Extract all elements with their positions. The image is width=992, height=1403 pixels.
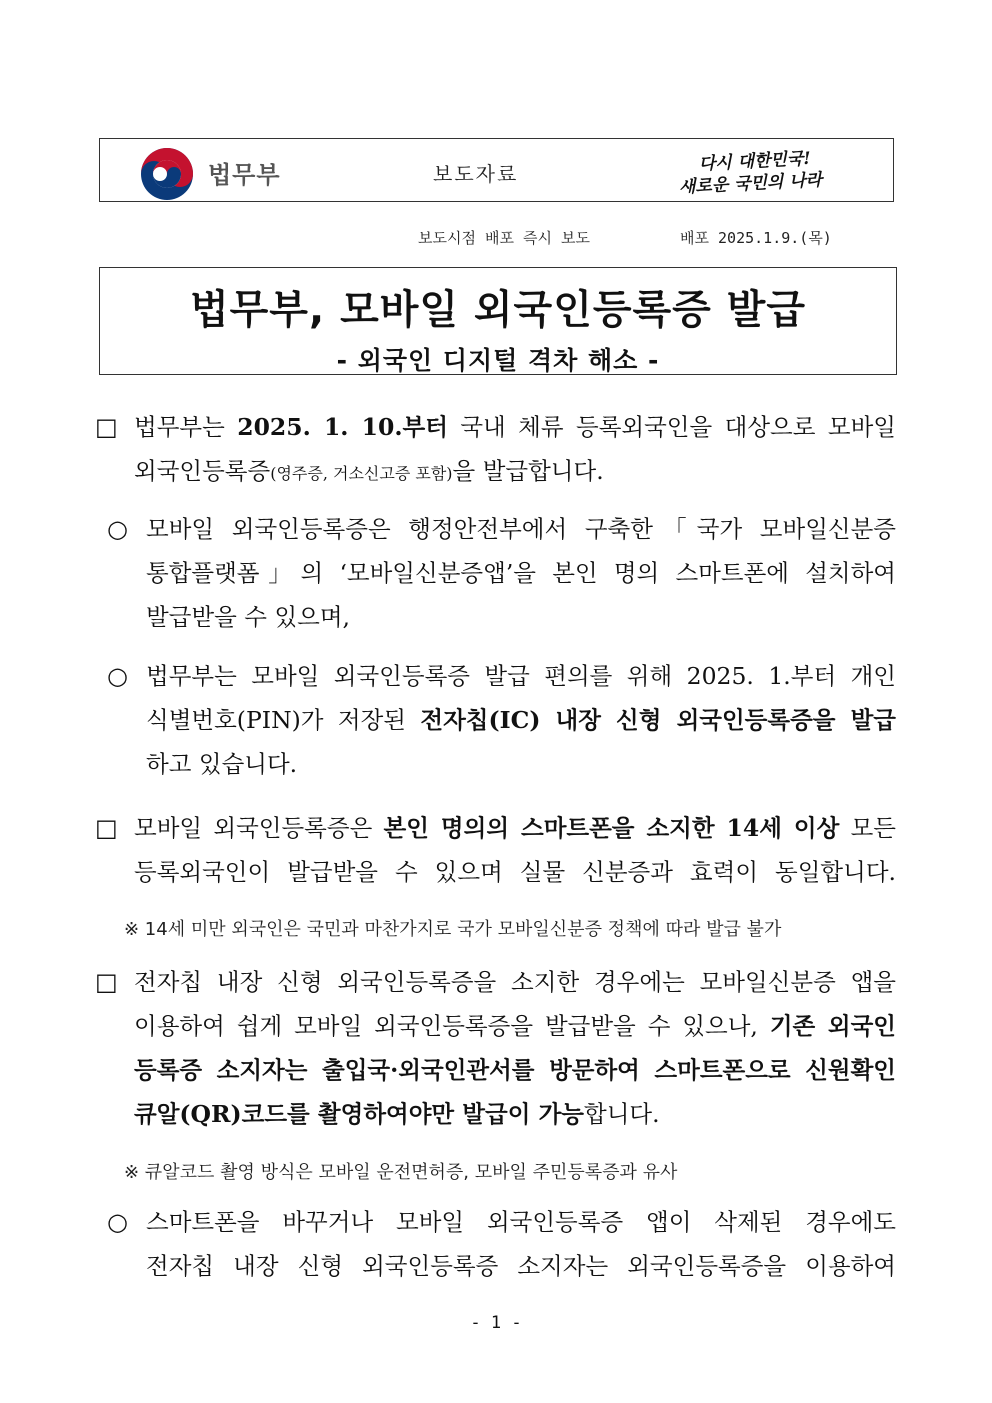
- title-box: [99, 267, 897, 375]
- slogan-line1: 다시 대한민국!: [698, 148, 812, 175]
- release-timing: 보도시점 배포 즉시 보도: [418, 229, 590, 247]
- slogan-line2: 새로운 국민의 나라: [678, 170, 823, 195]
- note-age-limit: ※ 14세 미만 외국인은 국민과 마찬가지로 국가 모바일신분증 정책에 따라 발급 불가: [124, 919, 782, 940]
- square-bullet: □: [95, 413, 118, 441]
- ministry-name: 법무부: [208, 161, 281, 189]
- slogan: [677, 145, 857, 195]
- square-bullet: □: [95, 968, 118, 996]
- press-release-label: 보도자료: [433, 162, 519, 186]
- paragraph-2: 모바일 외국인등록증은 행정안전부에서 구축한「국가 모바일신분증 통합플랫폼」의 ‘모바일신분증앱’을 본인 명의 스마트폰에 설치하여 발급받을 수 있으며,: [146, 515, 896, 631]
- header-box: [99, 138, 894, 202]
- paragraph-6: 스마트폰을 바꾸거나 모바일 외국인등록증 앱이 삭제된 경우에도 전자칩 내장 신형 외국인등록증 소지자는 외국인등록증을 이용하여: [146, 1208, 896, 1280]
- page-title: 법무부, 모바일 외국인등록증 발급: [190, 287, 806, 333]
- paragraph-5: 전자칩 내장 신형 외국인등록증을 소지한 경우에는 모바일신분증 앱을 이용하여 쉽게 모바일 외국인등록증을 발급받을 수 있으나, 기존 외국인 등록증 소지자는 출입국·외국인관서를 방문하여 스마트폰으로 신원확인 큐알(QR)코드를 촬영하여야만 발급이 가능합니다.: [134, 968, 896, 1128]
- page-number: - 1 -: [470, 1313, 522, 1333]
- paragraph-1: 법무부는 2025. 1. 10.부터 국내 체류 등록외국인을 대상으로 모바일 외국인등록증(영주증, 거소신고증 포함)을 발급합니다.: [134, 413, 896, 485]
- circle-bullet: ○: [107, 1208, 128, 1236]
- page-subtitle: - 외국인 디지털 격차 해소 -: [336, 346, 660, 375]
- circle-bullet: ○: [107, 662, 128, 690]
- paragraph-4: 모바일 외국인등록증은 본인 명의의 스마트폰을 소지한 14세 이상 모든 등록외국인이 발급받을 수 있으며 실물 신분증과 효력이 동일합니다.: [134, 814, 897, 886]
- note-qr-method: ※ 큐알코드 촬영 방식은 모바일 운전면허증, 모바일 주민등록증과 유사: [124, 1162, 678, 1183]
- circle-bullet: ○: [107, 515, 128, 543]
- taegeuk-logo-icon: [140, 147, 194, 201]
- paragraph-3: 법무부는 모바일 외국인등록증 발급 편의를 위해 2025. 1.부터 개인 식별번호(PIN)가 저장된 전자칩(IC) 내장 신형 외국인등록증을 발급 하고 있습니다.: [146, 662, 896, 778]
- square-bullet: □: [95, 814, 118, 842]
- release-date: 배포 2025.1.9.(목): [680, 229, 832, 247]
